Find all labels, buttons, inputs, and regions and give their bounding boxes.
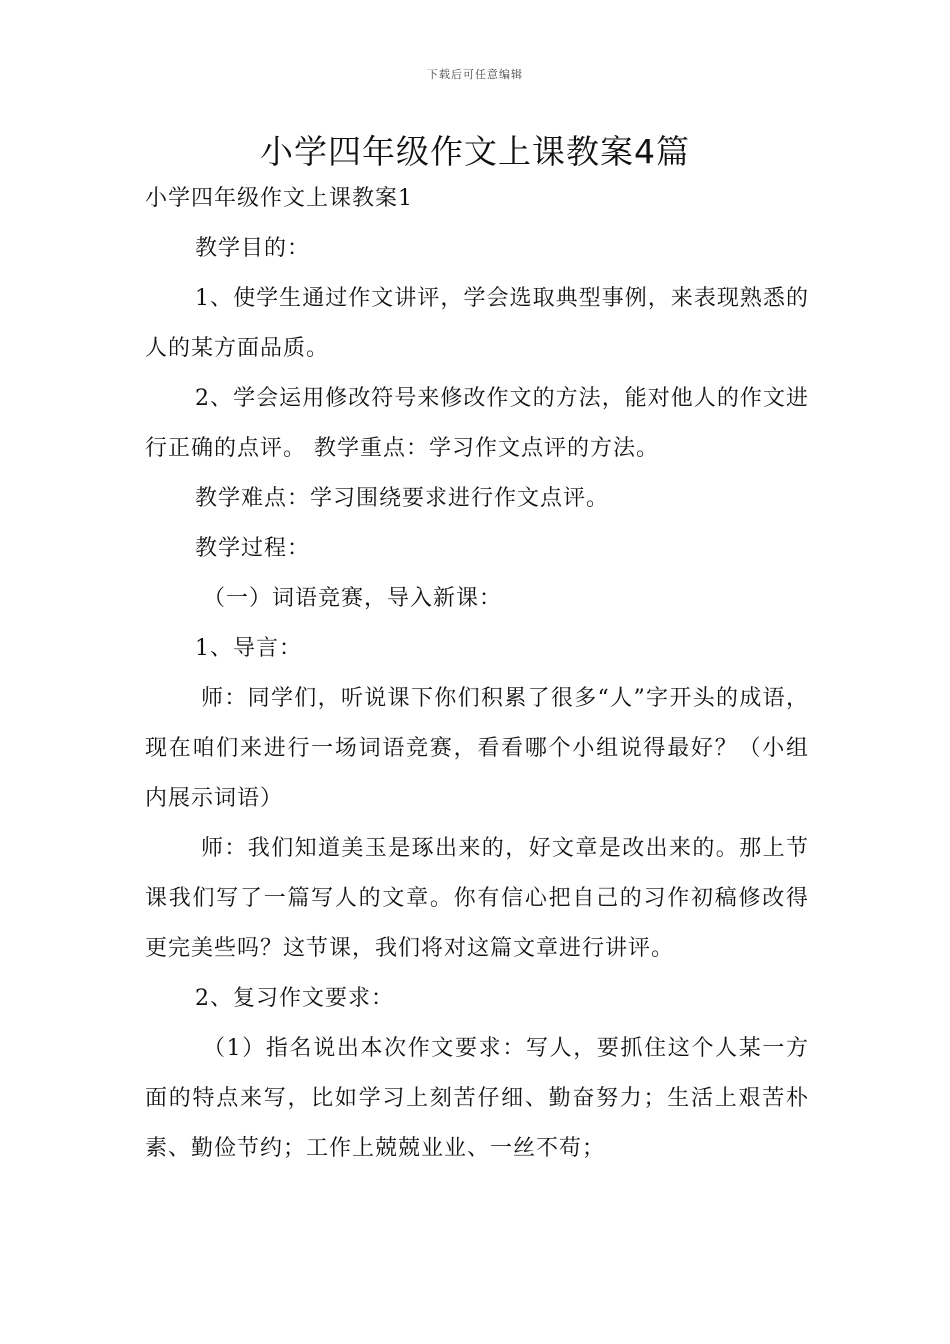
paragraph: 教学难点：学习围绕要求进行作文点评。 [195, 486, 610, 511]
paragraph: 教学目的： [195, 236, 311, 261]
paragraph: 师：同学们，听说课下你们积累了很多“人”字开头的成语，现在咱们来进行一场词语竞赛，看看哪个小组说得最好？（小组内展示词语） [145, 686, 809, 811]
document-title: 小学四年级作文上课教案4篇 [260, 132, 690, 171]
paragraph: 1、导言： [195, 636, 302, 661]
document-body [145, 174, 809, 1174]
header-note: 下载后可任意编辑 [427, 68, 523, 81]
paragraph: 教学过程： [195, 536, 311, 561]
paragraph: （1）指名说出本次作文要求：写人，要抓住这个人某一方面的特点来写，比如学习上刻苦仔细、勤奋努力；生活上艰苦朴素、勤俭节约；工作上兢兢业业、一丝不苟； [145, 1036, 809, 1161]
paragraph: 师：我们知道美玉是琢出来的，好文章是改出来的。那上节课我们写了一篇写人的文章。你有信心把自己的习作初稿修改得更完美些吗？这节课，我们将对这篇文章进行讲评。 [145, 836, 809, 961]
paragraph: 2、复习作文要求： [195, 986, 394, 1011]
paragraph: （一）词语竞赛，导入新课： [203, 586, 503, 611]
paragraph: 2、学会运用修改符号来修改作文的方法，能对他人的作文进行正确的点评。 教学重点：学习作文点评的方法。 [145, 386, 809, 461]
section-heading: 小学四年级作文上课教案1 [145, 186, 413, 211]
paragraph: 1、使学生通过作文讲评，学会选取典型事例，来表现熟悉的人的某方面品质。 [145, 286, 809, 361]
